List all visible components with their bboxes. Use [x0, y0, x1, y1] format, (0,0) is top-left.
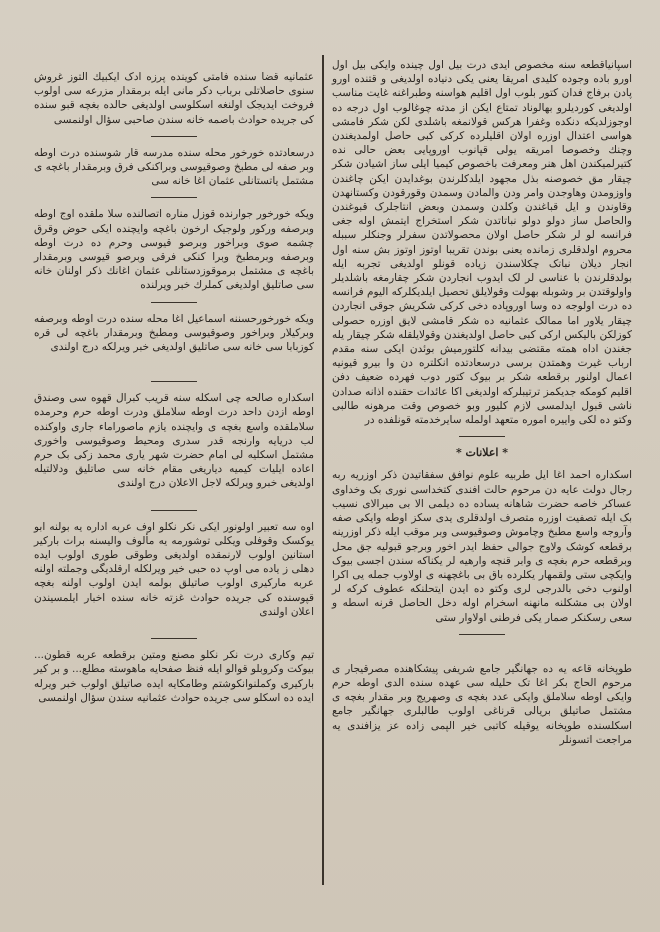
notices-heading: * اعلانات * [455, 446, 509, 460]
section-divider [151, 510, 197, 511]
article-paragraph: اسپانیاقطعه سنه مخصوص ایدی درت بیل اول چینده وایکی بیل اول اورو باده وجوده کلیدی امریقا یعنی یکی دنیاده اولدیغی و قتنده اورو پادن برفاج فدان کتور بلوب اول اقلیم هواسنه وطبراغنه غایت مناسب اولدیغی کوردیلرو بهالوناد تمتاع ایکن از مدته چوغالوب اول درجه ده اوجوزلدیکه دنکده وغفرا هرکس قولانمغه باشلدی لکن شکر فامشی هواسی اعتدال اوزره اولان اقلیلرده کرکی کبی حاصل اولمدیغندن وچنك وخصوصا امریقه یولی قپانوب اوروپایی بعض حالی نده کتیرلمیکندن اهل هنر ومعرفت باخصوص کیمیا ایلی ساز اشیادن شکر چیقار مق خصوصنه بذل مجهود ایلدکلرندن بوغدایدن ایکن چاغندن واوزومدن وهاوجدن وامر ودن والمادن وسمدن وقورقودن وکستانهدن وقاوندن و ایل قباغندن وکلدن وسمدن وبعض انتاجلرک قبوغندن والحاصل ساز دولو دولو نباتاتدن شکر استخراج ایتمش اوله جغی فرانسه لو لر شکر حاصل اولان محصولاتدن سفرلر وجنکلر سببله محروم اولدقلری زمانده یعنی بوندن تقریبا اوتوز اوتوز بش سنه اول انجار دیلان نباتک چکلاسندن زیاده قونلو اولدیغی تجربه ایله بولدقلرندن با عناسی لر لک ایدوب انجاردن شکر چقارمغه باشلدیلر واولوقتدن بر وشوبله بهولت وقولایلق تحصیل ایلدیکلرکه الیوم فرانسه ده درت اولوجه ده وسا اوروپاده دخی کرکی شکریش جوقی انجاردن چیقار یلاور اما ممالک عثمانیه ده شکر قامشی لایق اوزره حصولی کوزلکن بالیکس ارکی کبی حاصل اولدیغندن وقولایلقله شکر چیقار یله جغندن اداه همته مقتضی بیدانه کلتورمیش بوئدن ایکی سنه مقدم ارباب غیرت وهمتدن برسی درسعادتده انکلتره دن وا بیرو قیونیه اعمال اولنور برقطعه شکر بر بیوک کتور دوب فهرده ضعیف دفن اقلیم کومکه جدیکمز ترتیبلرکه اولدیغی اکا عائدات حقنده اذانه صدادن ناشی قبول ایدلمسی لازم کلیور وبو خصوص وقت مرهونه طالبی وکتو ده لکی واییره اموره متعهد اولمله سایرخدمته قونلفده در [332, 59, 632, 427]
column-divider [322, 55, 324, 885]
notice-paragraph: ویکه خورخورحسننه اسماعیل اغا محله سنده درت اوطه وبرصفه وبرکیلار وبراخور وصوقیوسی ومطبخ وبرمقدار باغچه لی قره کوزبابا سی خانه سی صاتلیق اولدیغی خبر ویرلکه درج اولندی [34, 312, 314, 354]
notice-paragraph: اوه سه تعبیر اولونور ایکی نکر نکلو اوف عربه اداره یه بولنه ابو یوکسک وقوفلی ویکلی توشورمه یه مألوف والیسنه برات بارکیر استانین اولوب لارنمقده اولدیغی وطوقی طوری اولوب ایده دهلی ز یاده می اوپ ده حبی خیر ویرلکله ارقلدیگی وجملته اولنه عربه مارکیری اولوب صاتیلق بولمه ایدن اولوب اولنه بغچه قپوسنده کی جریده حوادث غزته خانه سنده اخبار ایلمسیندن اعلان اولندی [34, 520, 314, 618]
right-column [332, 58, 632, 747]
notice-paragraph: تیم وکاری درت نکر نکلو مصنع ومتین برقطعه عربه قطون... بیوکت وکروبلو قوالو ایله فنظ صفحایه ماهوسته مطلع... و بر کیر بارکیری وکملنوانکوشتم وطامکایه ایده صاتیلق اولوب خبر ویرله ایده ده اسکلو سی جریده حوادث عثمانیه سندن سؤال اولنمسی [34, 649, 314, 704]
left-column [34, 70, 314, 705]
section-divider [151, 302, 197, 303]
notice-paragraph: عثمانیه قضا سنده فامتی کوینده پرزه ادک ایکبیك التوز غروش سنوی حاصلاتلی برباب دکر مانی ایله برمقدار مزرعه سی اولوب فروخت ایدیجک اولنغه اسکلوسی اولدیغی حالده بغچه قبو سنده کی جریده حوادث باصمه خانه سندن صاحبی سؤال اولنمسی [34, 71, 314, 126]
notice-paragraph: طوپخانه قاعه یه ده جهانگیر جامع شریفی پیشکاهنده مصرقیجار ی مرحوم الحاج بکر اغا تک حلیله سی عهده سنده الدی اوطه حرم وایکی اوطه سلاملق وایکی عدد بغچه ی وصهریج وبر مقدار بغچه ی مشتمل صاتیلق بریالی قرناغی اولوب طالبلری جهانگیر جامع اسکلسنده طوپخانه یوقیله کاتبی خیر الپمی زاده عز یزافندی یه مراجعت اتسونلر [332, 662, 632, 746]
section-divider [459, 634, 505, 635]
section-divider [151, 381, 197, 382]
section-divider [151, 197, 197, 198]
section-divider [151, 638, 197, 639]
notice-paragraph: درسعادتده خورخور محله سنده مدرسه قار شوسنده درت اوطه وبر صفه لی مطبخ وصوقیوسی وبراکنکی فرق وبرمقدار باغچه ی مشتمل یاتستانلی عثمان اغا خانه سی [34, 146, 314, 188]
section-divider [151, 136, 197, 137]
notice-paragraph: اسکداره احمد اغا ایل طربیه علوم نوافق سفقاتیدن ذکر اوزریه ربه رجال دولت عایه دن مرحوم حالت افندی کتخداسی نوری بک وخداوی عساکر خاصه حضرت شاهانه یساده ده دیلمی الا بی میرالای نسیب بک ایله تصفیت اوزره متصرف اولدقلری یدی سکز اوطه وایکی صفه وآروجه واسع مطبخ وچاموش وصوقیوسی وبر موقب ایله ذکر اوزرینه برقطعه کوشک ولاوج جوالی حفظ ایدر اخور وبرجو قبولیه جق محل وبرقطعه حرم بغچه ی وابر قنچه وارهیه لر یکناکه سندن اجسی بیوک وایکچی ستی ولقمهار یکلرده باق بی باغچهنه ی اولاوب جمله یی اکرا اولنوب دخی بالدرجی لری وکتو ده ایدن ایتحلنکه عطوف کرکه لر اولان بی مشکلنه مانهنه اسخرام اوله دخل الحاصل قرنه اسطه و سعی رسکنکر صمار یکی فرطنی اولاوار ستی [332, 469, 632, 624]
notice-paragraph: ویکه خورخور جوارنده قوزل مناره اتصالنده سلا ملقده اوج اوطه وبرصفه ورکور ولوجیک ارخون باغچه وایچنده ایکی حوض وقرق چشمه صوی وبراخور وبرصو قیوسی وحرم ده درت اوطه وبرصفه وبرمطبخ وبرا کنکی فرقی وبرصو قیوسی وبرمقدار باغچه ی مشتمل برموقوزدستانلی عثمان اغانك ذکر اولنان خانه سی صاتلیق اولدیغی کملرك خبر ویرلنده [34, 208, 314, 292]
section-divider [459, 436, 505, 437]
notice-paragraph: اسکداره صالحه چی اسکله سنه قریب کبرال قهوه سی وصندق اوطه ازدن داحد درت اوطه سلاملق ودرت اوطه حرم وحرمده سلاملقده واسع بغچه ی وایچنده یازم ماصوراماء جاری واوکنده لب دریایه وارنجه قدر سدری ومحیط وصوقیوسی واخوری مشتمل اسکلیه لی امام حضرت شهر یاری محمد زکی بک حرم اعاده ایلیات کیمیه دیاریغی مقام خانه سی صاتلیق ودلالتیله اولدیغی خبرو ویرلکه لاجل الاعلان درج اولندی [34, 392, 314, 490]
